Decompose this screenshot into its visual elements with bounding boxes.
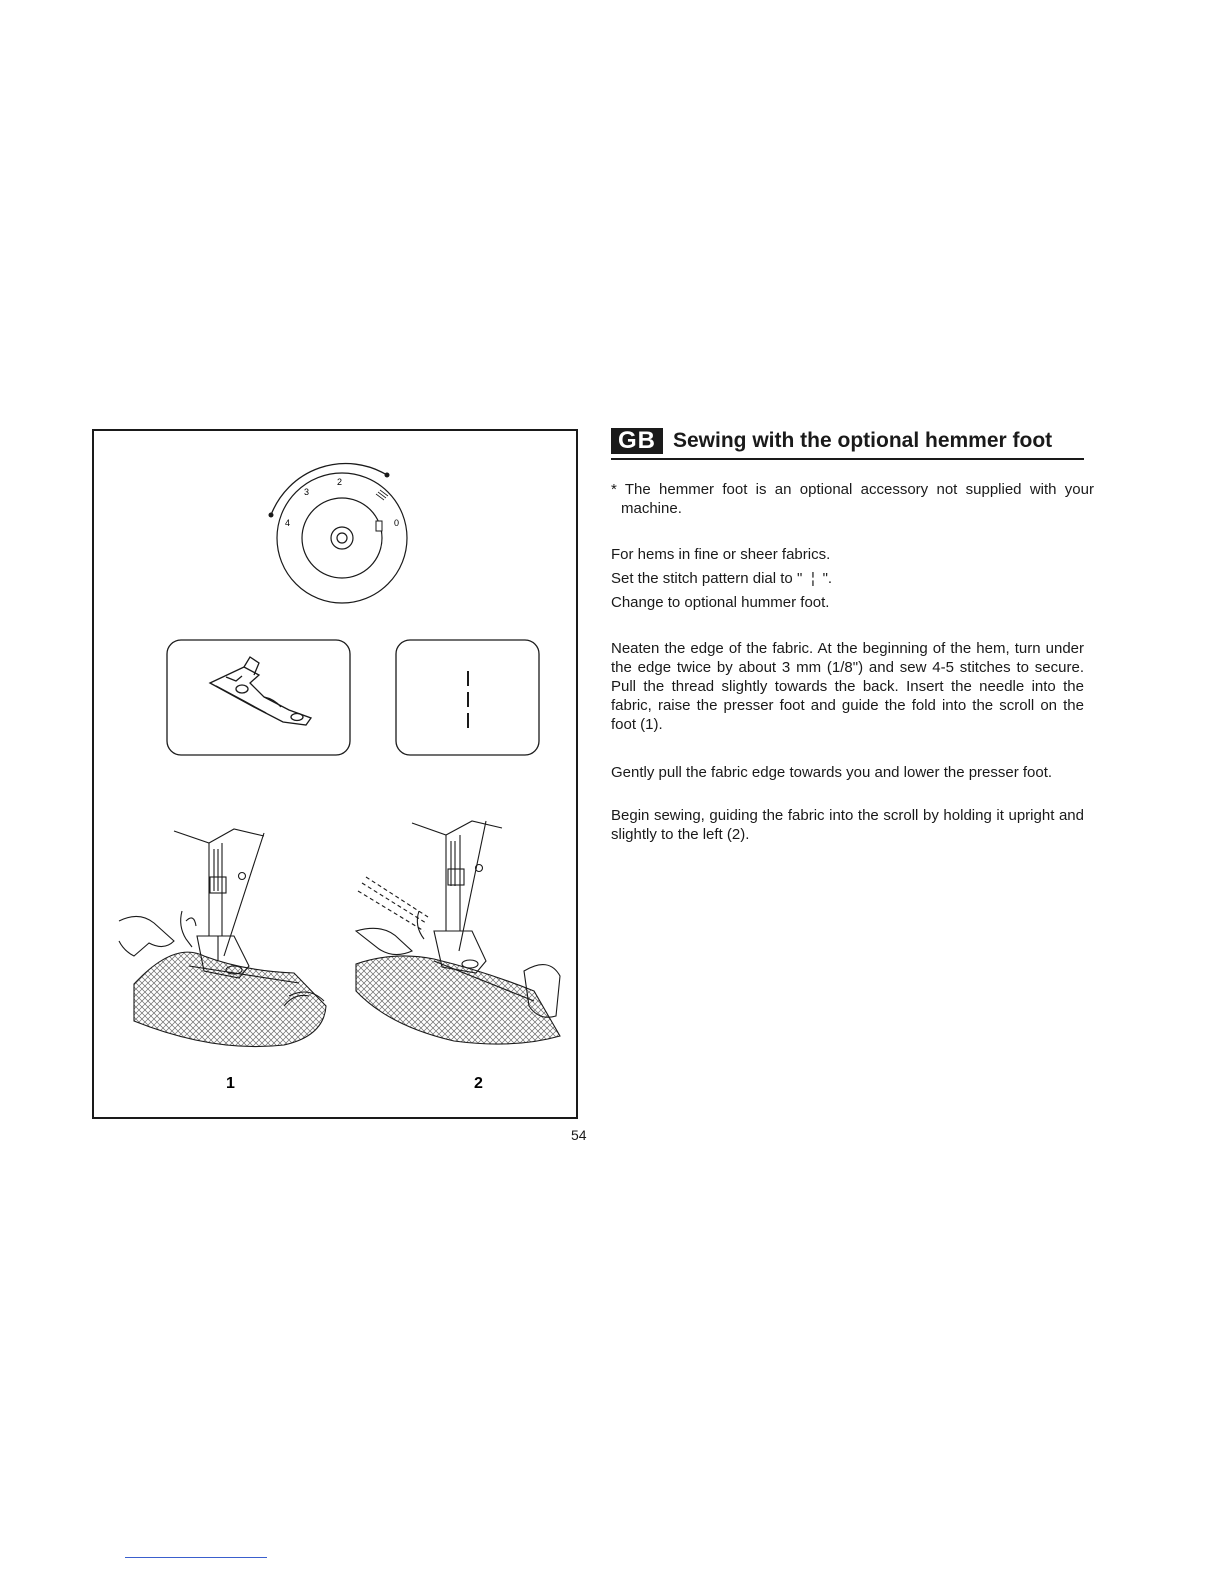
language-badge: GB — [611, 428, 663, 454]
sewing-illustration-2 — [356, 821, 560, 1044]
dial-number-4: 4 — [285, 518, 291, 528]
dial-instruction-text: Set the stitch pattern dial to " — [611, 570, 807, 587]
section-heading — [611, 428, 1084, 460]
stitch-pattern-dial — [269, 464, 408, 603]
figure-label-2: 2 — [474, 1075, 483, 1092]
instruction-line-dial — [611, 569, 1084, 588]
dial-instruction-end: ". — [818, 570, 833, 587]
hemmer-foot-icon — [210, 657, 311, 725]
instruction-line-foot: Change to optional hummer foot. — [611, 594, 830, 611]
optional-accessory-note: * The hemmer foot is an optional accessory not supplied with your machine. — [611, 481, 1094, 517]
sewing-illustration-1 — [119, 829, 326, 1047]
paragraph-begin-sewing: Begin sewing, guiding the fabric into the scroll by holding it upright and slightly to the left (2). — [611, 807, 1084, 843]
footer-link-line[interactable] — [125, 1557, 267, 1558]
page-number: 54 — [571, 1127, 587, 1143]
page-title: Sewing with the optional hemmer foot — [673, 429, 1053, 452]
illustration-panel — [92, 429, 578, 1119]
figure-label-1: 1 — [226, 1075, 235, 1092]
straight-stitch-box — [396, 640, 539, 755]
instruction-line-fabrics: For hems in fine or sheer fabrics. — [611, 546, 831, 563]
dial-number-2: 2 — [337, 477, 343, 487]
paragraph-neaten-edge: Neaten the edge of the fabric. At the beginning of the hem, turn under the edge twice by about 3 mm (1/8") and sew 4-5 stitches to secure. Pull the thread slightly towards the back. Insert the needle into the fabric, raise the presser foot and guide the fold into the scroll on the foot (1). — [611, 640, 1084, 733]
paragraph-pull-fabric: Gently pull the fabric edge towards you and lower the presser foot. — [611, 764, 1053, 781]
hemmer-foot-box — [167, 640, 350, 755]
illustration-svg — [94, 431, 580, 1121]
dial-number-3: 3 — [304, 487, 310, 497]
dial-number-0: 0 — [394, 518, 400, 528]
straight-stitch-symbol: ¦ — [810, 570, 814, 587]
dial-range-arc — [271, 464, 387, 515]
